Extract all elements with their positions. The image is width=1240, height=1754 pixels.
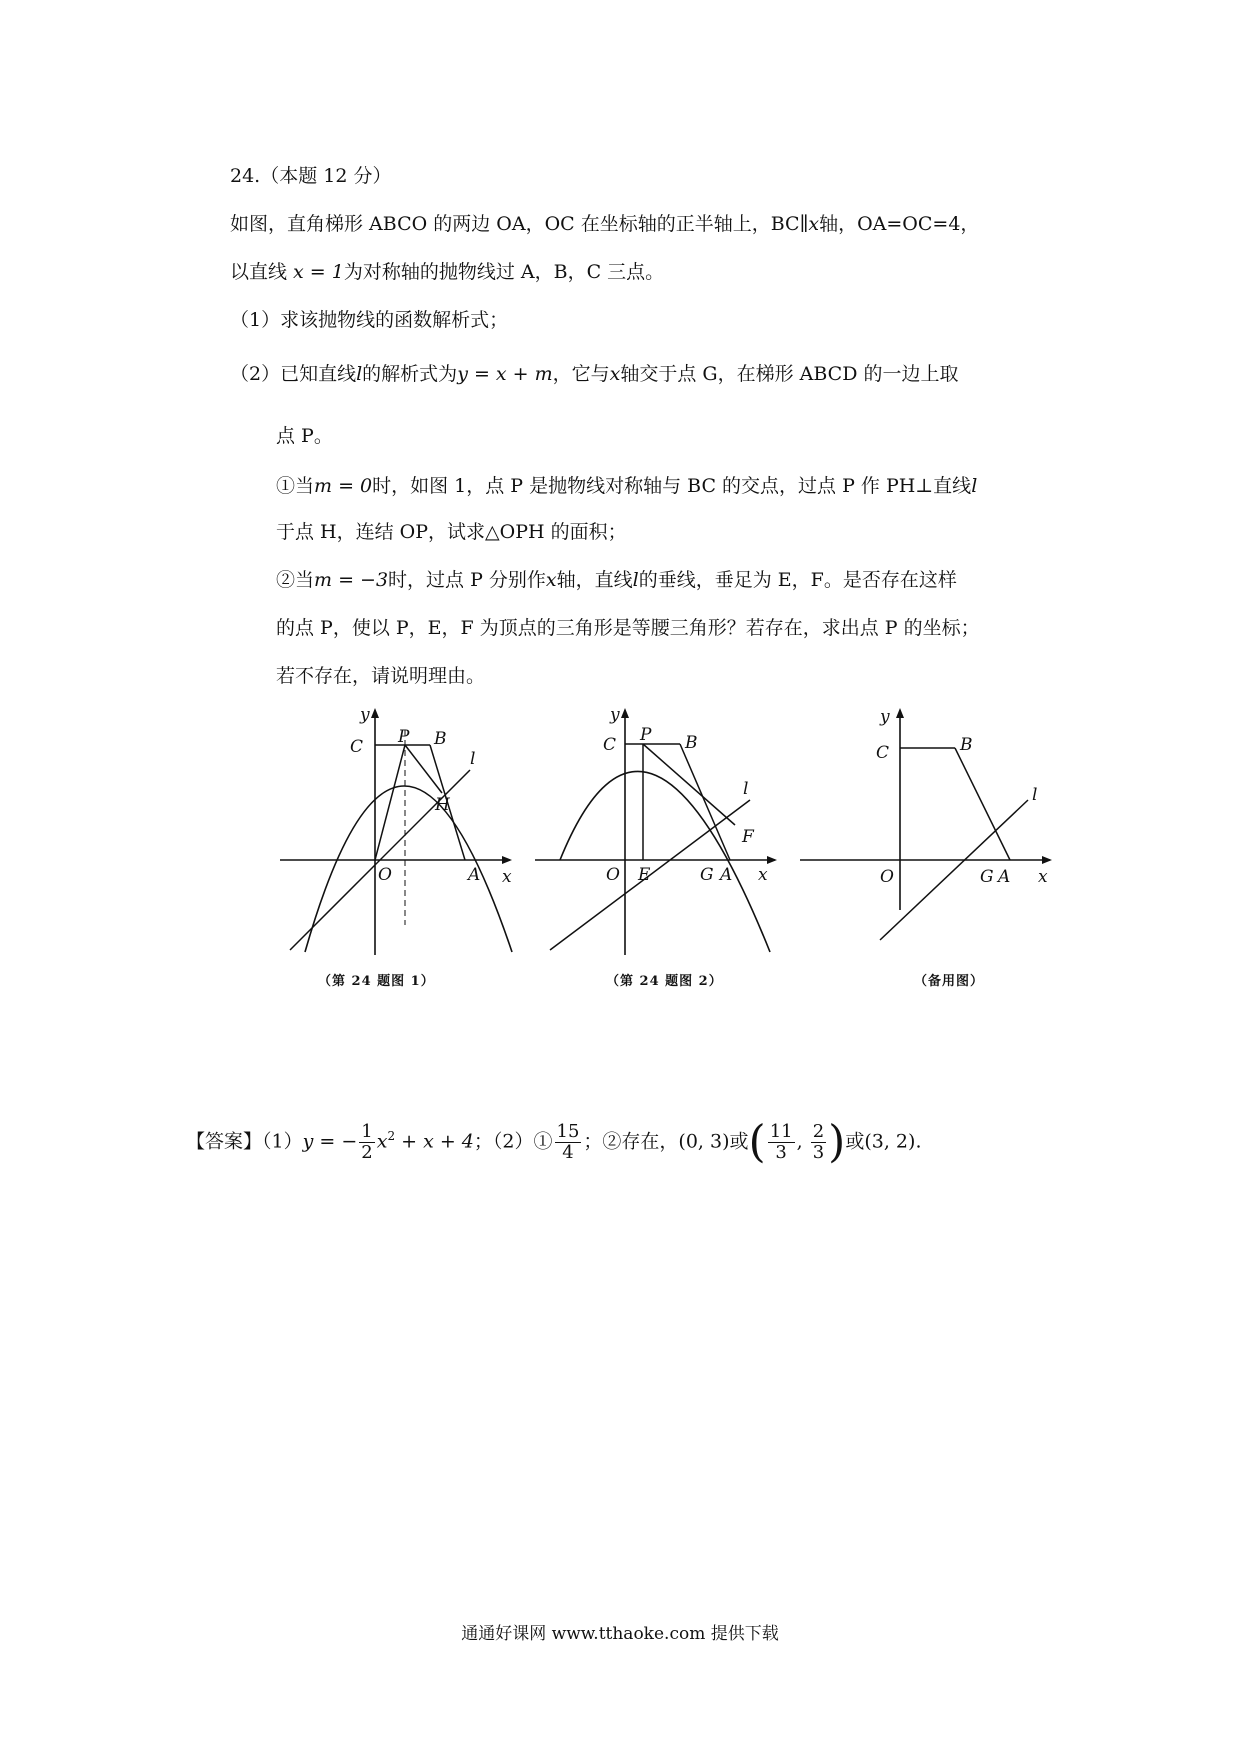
point-1: (0, 3) — [678, 1130, 730, 1153]
label-h: H — [435, 795, 450, 815]
label-c: C — [603, 735, 617, 755]
label-x: x — [758, 865, 768, 885]
parabola — [305, 786, 512, 952]
label-b: B — [960, 735, 973, 755]
label-e: E — [638, 865, 651, 885]
label-x: x — [502, 867, 512, 887]
label-p: P — [640, 725, 652, 745]
sub-question-2-cont: 的点 P，使以 P，E，F 为顶点的三角形是等腰三角形？若存在，求出点 P 的坐标； — [276, 617, 980, 639]
figure-2 — [530, 700, 780, 960]
sub-question-1-cont: 于点 H，连结 OP，试求△OPH 的面积； — [276, 521, 627, 543]
point-3: (3, 2) — [864, 1130, 916, 1153]
label-c: C — [350, 737, 364, 757]
question-1: （1）求该抛物线的函数解析式； — [230, 309, 509, 331]
question-2: （2）已知直线l的解析式为y = x + m，它与x轴交于点 G，在梯形 ABCD 的一边上取 — [230, 363, 959, 385]
label-l: l — [470, 749, 476, 769]
segment-ba — [680, 744, 730, 860]
segment-ph — [405, 745, 442, 793]
problem-header: 24.（本题 12 分） — [230, 165, 392, 187]
x-axis-arrow — [767, 856, 777, 864]
intro-line-1: 如图，直角梯形 ABCO 的两边 OA，OC 在坐标轴的正半轴上，BC∥x轴，OA=OC=4， — [230, 213, 980, 235]
figure-1 — [280, 700, 520, 960]
sub-question-2-end: 若不存在，请说明理由。 — [276, 665, 486, 687]
fraction-11-3: $\frac{11}{3}$ — [769, 1120, 793, 1163]
label-y: y — [880, 707, 890, 727]
sub-question-1: ①当m = 0时，如图 1，点 P 是抛物线对称轴与 BC 的交点，过点 P 作 PH⊥直线l — [276, 475, 978, 497]
segment-op — [375, 745, 405, 860]
label-o: O — [378, 865, 392, 885]
parabola — [560, 771, 770, 952]
label-y: y — [360, 705, 370, 725]
label-c: C — [876, 743, 890, 763]
y-axis-arrow — [896, 708, 904, 718]
y-axis-arrow — [621, 708, 629, 718]
label-a: A — [998, 867, 1011, 887]
caption-figure-1: （第 24 题图 1） — [318, 974, 435, 989]
label-a: A — [720, 865, 733, 885]
sub-question-2: ②当m = −3时，过点 P 分别作x轴，直线l的垂线，垂足为 E，F。是否存在这样 — [276, 569, 957, 591]
answer: 【答案】（1）y = − $\frac{1}{2}$ $x^2 + x + 4$；（2）① $\frac{15}{4}$ ；②存在，(0, 3)或( $\frac{11}{3}$ , $\frac{2}{3}$ )或(3, 2). — [186, 1116, 922, 1168]
label-o: O — [880, 867, 894, 887]
footer: 通通好课网 www.tthaoke.com 提供下载 — [461, 1624, 779, 1644]
caption-figure-3: （备用图） — [914, 974, 985, 989]
segment-pf — [643, 744, 735, 825]
x-axis-arrow — [502, 856, 512, 864]
label-f: F — [742, 827, 754, 847]
label-x: x — [1038, 867, 1048, 887]
y-axis-arrow — [371, 708, 379, 718]
label-p: P — [398, 727, 410, 747]
label-y: y — [610, 705, 620, 725]
figure-3 — [800, 700, 1060, 960]
label-g: G — [980, 867, 994, 887]
fraction-15-4: $\frac{15}{4}$ — [556, 1120, 580, 1163]
label-l: l — [1032, 785, 1038, 805]
fraction-2-3: $\frac{2}{3}$ — [812, 1120, 825, 1163]
label-o: O — [606, 865, 620, 885]
label-b: B — [685, 733, 698, 753]
question-2-cont: 点 P。 — [276, 425, 333, 447]
label-b: B — [434, 729, 447, 749]
label-l: l — [743, 779, 749, 799]
caption-figure-2: （第 24 题图 2） — [606, 974, 723, 989]
label-g: G — [700, 865, 714, 885]
x-axis-arrow — [1042, 856, 1052, 864]
intro-line-2: 以直线 x = 1为对称轴的抛物线过 A，B，C 三点。 — [230, 261, 665, 283]
label-a: A — [468, 865, 481, 885]
fraction-1-2: $\frac{1}{2}$ — [361, 1120, 373, 1163]
answer-tag: 【答案】 — [186, 1130, 263, 1153]
